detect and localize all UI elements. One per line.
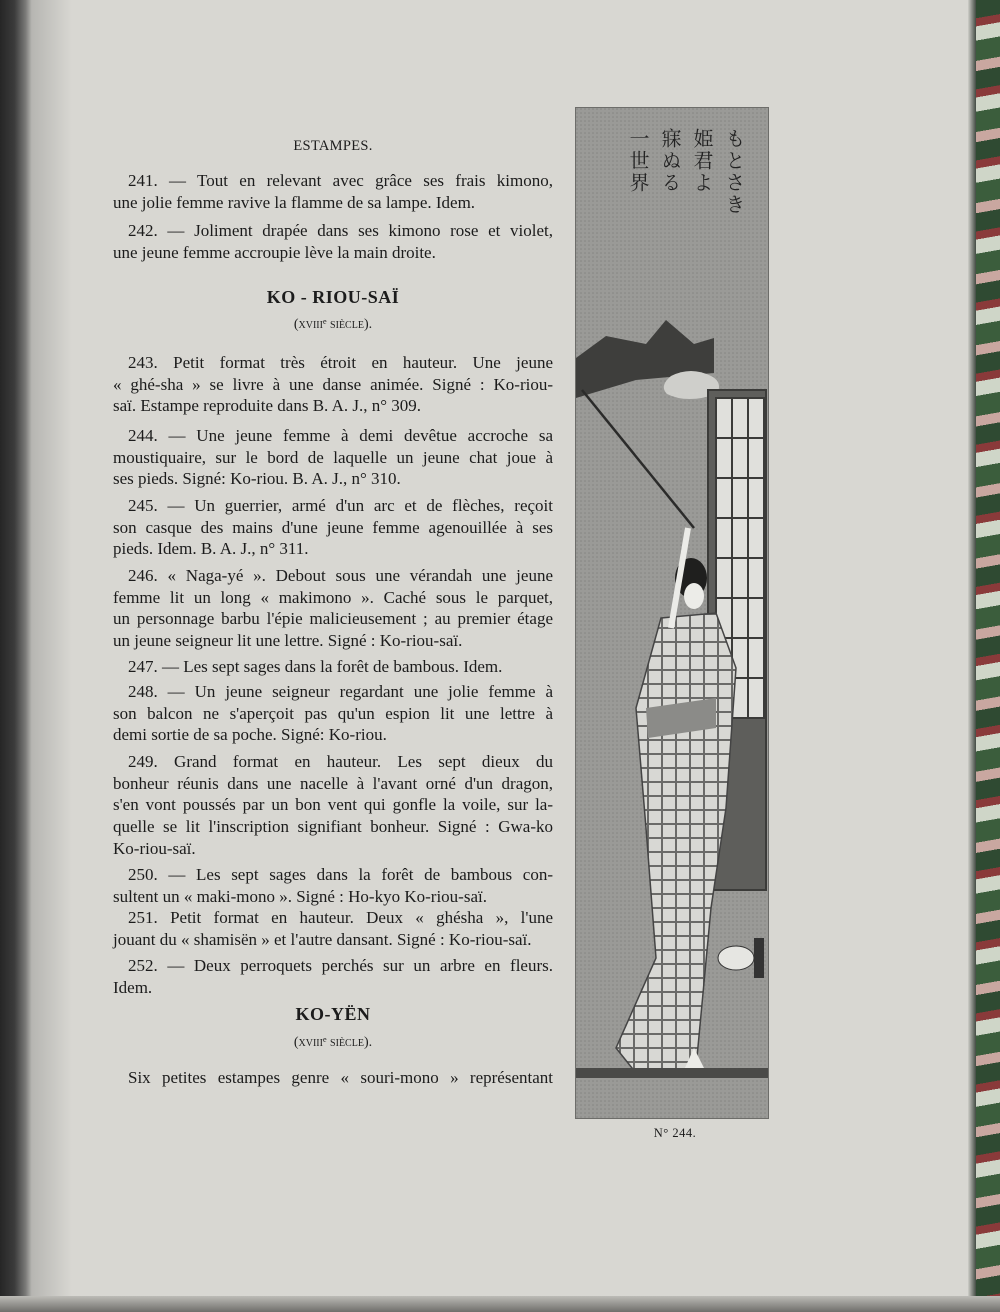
entry-line: sultent un « maki-mono ». Signé : Ho-kyo Ko-riou-saï. [113, 886, 487, 906]
entry-line: 247. — Les sept sages dans la forêt de bambous. Idem. [128, 657, 503, 676]
entry-line: « ghé-sha » se livre à une danse animée. Signé : Ko-riou- [113, 374, 553, 394]
entry-line: saï. Estampe reproduite dans B. A. J., n° 309. [113, 396, 422, 416]
entry-line: 248. — Un jeune seigneur regardant une jolie femme à [128, 682, 553, 701]
catalogue-entry [113, 495, 553, 560]
catalogue-entry [113, 955, 553, 998]
entry-line: 246. « Naga-yé ». Debout sous une vérandah une jeune [128, 566, 553, 585]
entry-line: bonheur réunis dans une nacelle à l'avant orné d'un dragon, [113, 773, 553, 793]
artist-seal [754, 938, 764, 978]
book-edge-bottom [0, 1296, 1000, 1312]
catalogue-entry [113, 1067, 553, 1089]
catalogue-entry [113, 681, 553, 746]
century-koriousai: (xviiiᵉ siècle). [293, 317, 373, 332]
entry-line: 241. — Tout en relevant avec grâce ses frais kimono, [128, 171, 553, 190]
entry-line: 243. Petit format très étroit en hauteur. Une jeune [128, 353, 553, 372]
entry-line: Six petites estampes genre « souri-mono » représentant [128, 1068, 553, 1087]
entry-line: 242. — Joliment drapée dans ses kimono rose et violet, [128, 221, 553, 240]
entry-line: un jeune seigneur lit une lettre. Signé : Ko-riou-saï. [113, 631, 463, 651]
entry-line: pieds. Idem. B. A. J., n° 311. [113, 539, 309, 559]
entry-line: 251. Petit format en hauteur. Deux « ghésha », l'une [128, 908, 553, 927]
entry-line: Ko-riou-saï. [113, 838, 196, 858]
catalogue-entry [113, 751, 553, 859]
entry-line: jouant du « shamisën » et l'autre dansant. Signé : Ko-riou-saï. [113, 929, 532, 949]
catalogue-entry [113, 352, 553, 417]
entry-line: s'en vont poussés par un bon vent qui gonfle la voile, sur la- [113, 795, 553, 815]
catalogue-entry [113, 864, 553, 907]
calligraphy-inscription: もとさき 姫君よ 寐ぬる 一世界 [626, 128, 746, 216]
plate-caption: N° 244. [653, 1126, 697, 1140]
artist-heading-koriousai: KO - RIOU-SAÏ [266, 287, 400, 307]
print-plate-244 [576, 108, 768, 1118]
catalogue-entry [113, 170, 553, 213]
entry-line: moustiquaire, sur le bord de laquelle un jeune chat joue à [113, 447, 553, 467]
century-koyen: (xviiiᵉ siècle). [293, 1035, 373, 1050]
entry-line: Idem. [113, 977, 153, 997]
catalogue-entry [113, 907, 553, 950]
entry-line: 244. — Une jeune femme à demi devêtue accroche sa [128, 426, 553, 445]
book-cover-right [976, 0, 1000, 1312]
catalogue-entry [113, 220, 553, 263]
catalogue-entry [113, 656, 553, 678]
artist-heading-koyen: KO-YËN [295, 1004, 371, 1024]
entry-line: ses pieds. Signé: Ko-riou. B. A. J., n° 310. [113, 469, 401, 489]
gutter-shadow [32, 0, 72, 1312]
entry-line: quelle se lit l'inscription signifiant bonheur. Signé : Gwa-ko [113, 817, 553, 837]
ukiyoe-illustration [576, 108, 768, 1118]
entry-line: une jolie femme ravive la flamme de sa lampe. Idem. [113, 192, 476, 212]
book-cover-left [0, 0, 32, 1312]
entry-line: son balcon ne s'aperçoit pas qu'un espion lit une lettre à [113, 703, 553, 723]
catalogue-entry [113, 425, 553, 490]
entry-line: un personnage barbu l'épie malicieusement ; au premier étage [113, 609, 553, 629]
entry-line: demi sortie de sa poche. Signé: Ko-riou. [113, 725, 387, 745]
entry-line: 249. Grand format en hauteur. Les sept dieux du [128, 752, 553, 771]
entry-line: 250. — Les sept sages dans la forêt de bambous con- [128, 865, 553, 884]
entry-line: une jeune femme accroupie lève la main droite. [113, 242, 436, 262]
catalogue-entry [113, 565, 553, 652]
entry-line: 245. — Un guerrier, armé d'un arc et de flèches, reçoit [128, 496, 553, 515]
entry-line: son casque des mains d'une jeune femme agenouillée à ses [113, 517, 553, 537]
entry-line: 252. — Deux perroquets perchés sur un arbre en fleurs. [128, 956, 553, 975]
cat [718, 946, 754, 970]
entry-line: femme lit un long « makimono ». Caché sous le parquet, [113, 587, 553, 607]
running-head: ESTAMPES. [293, 138, 373, 154]
